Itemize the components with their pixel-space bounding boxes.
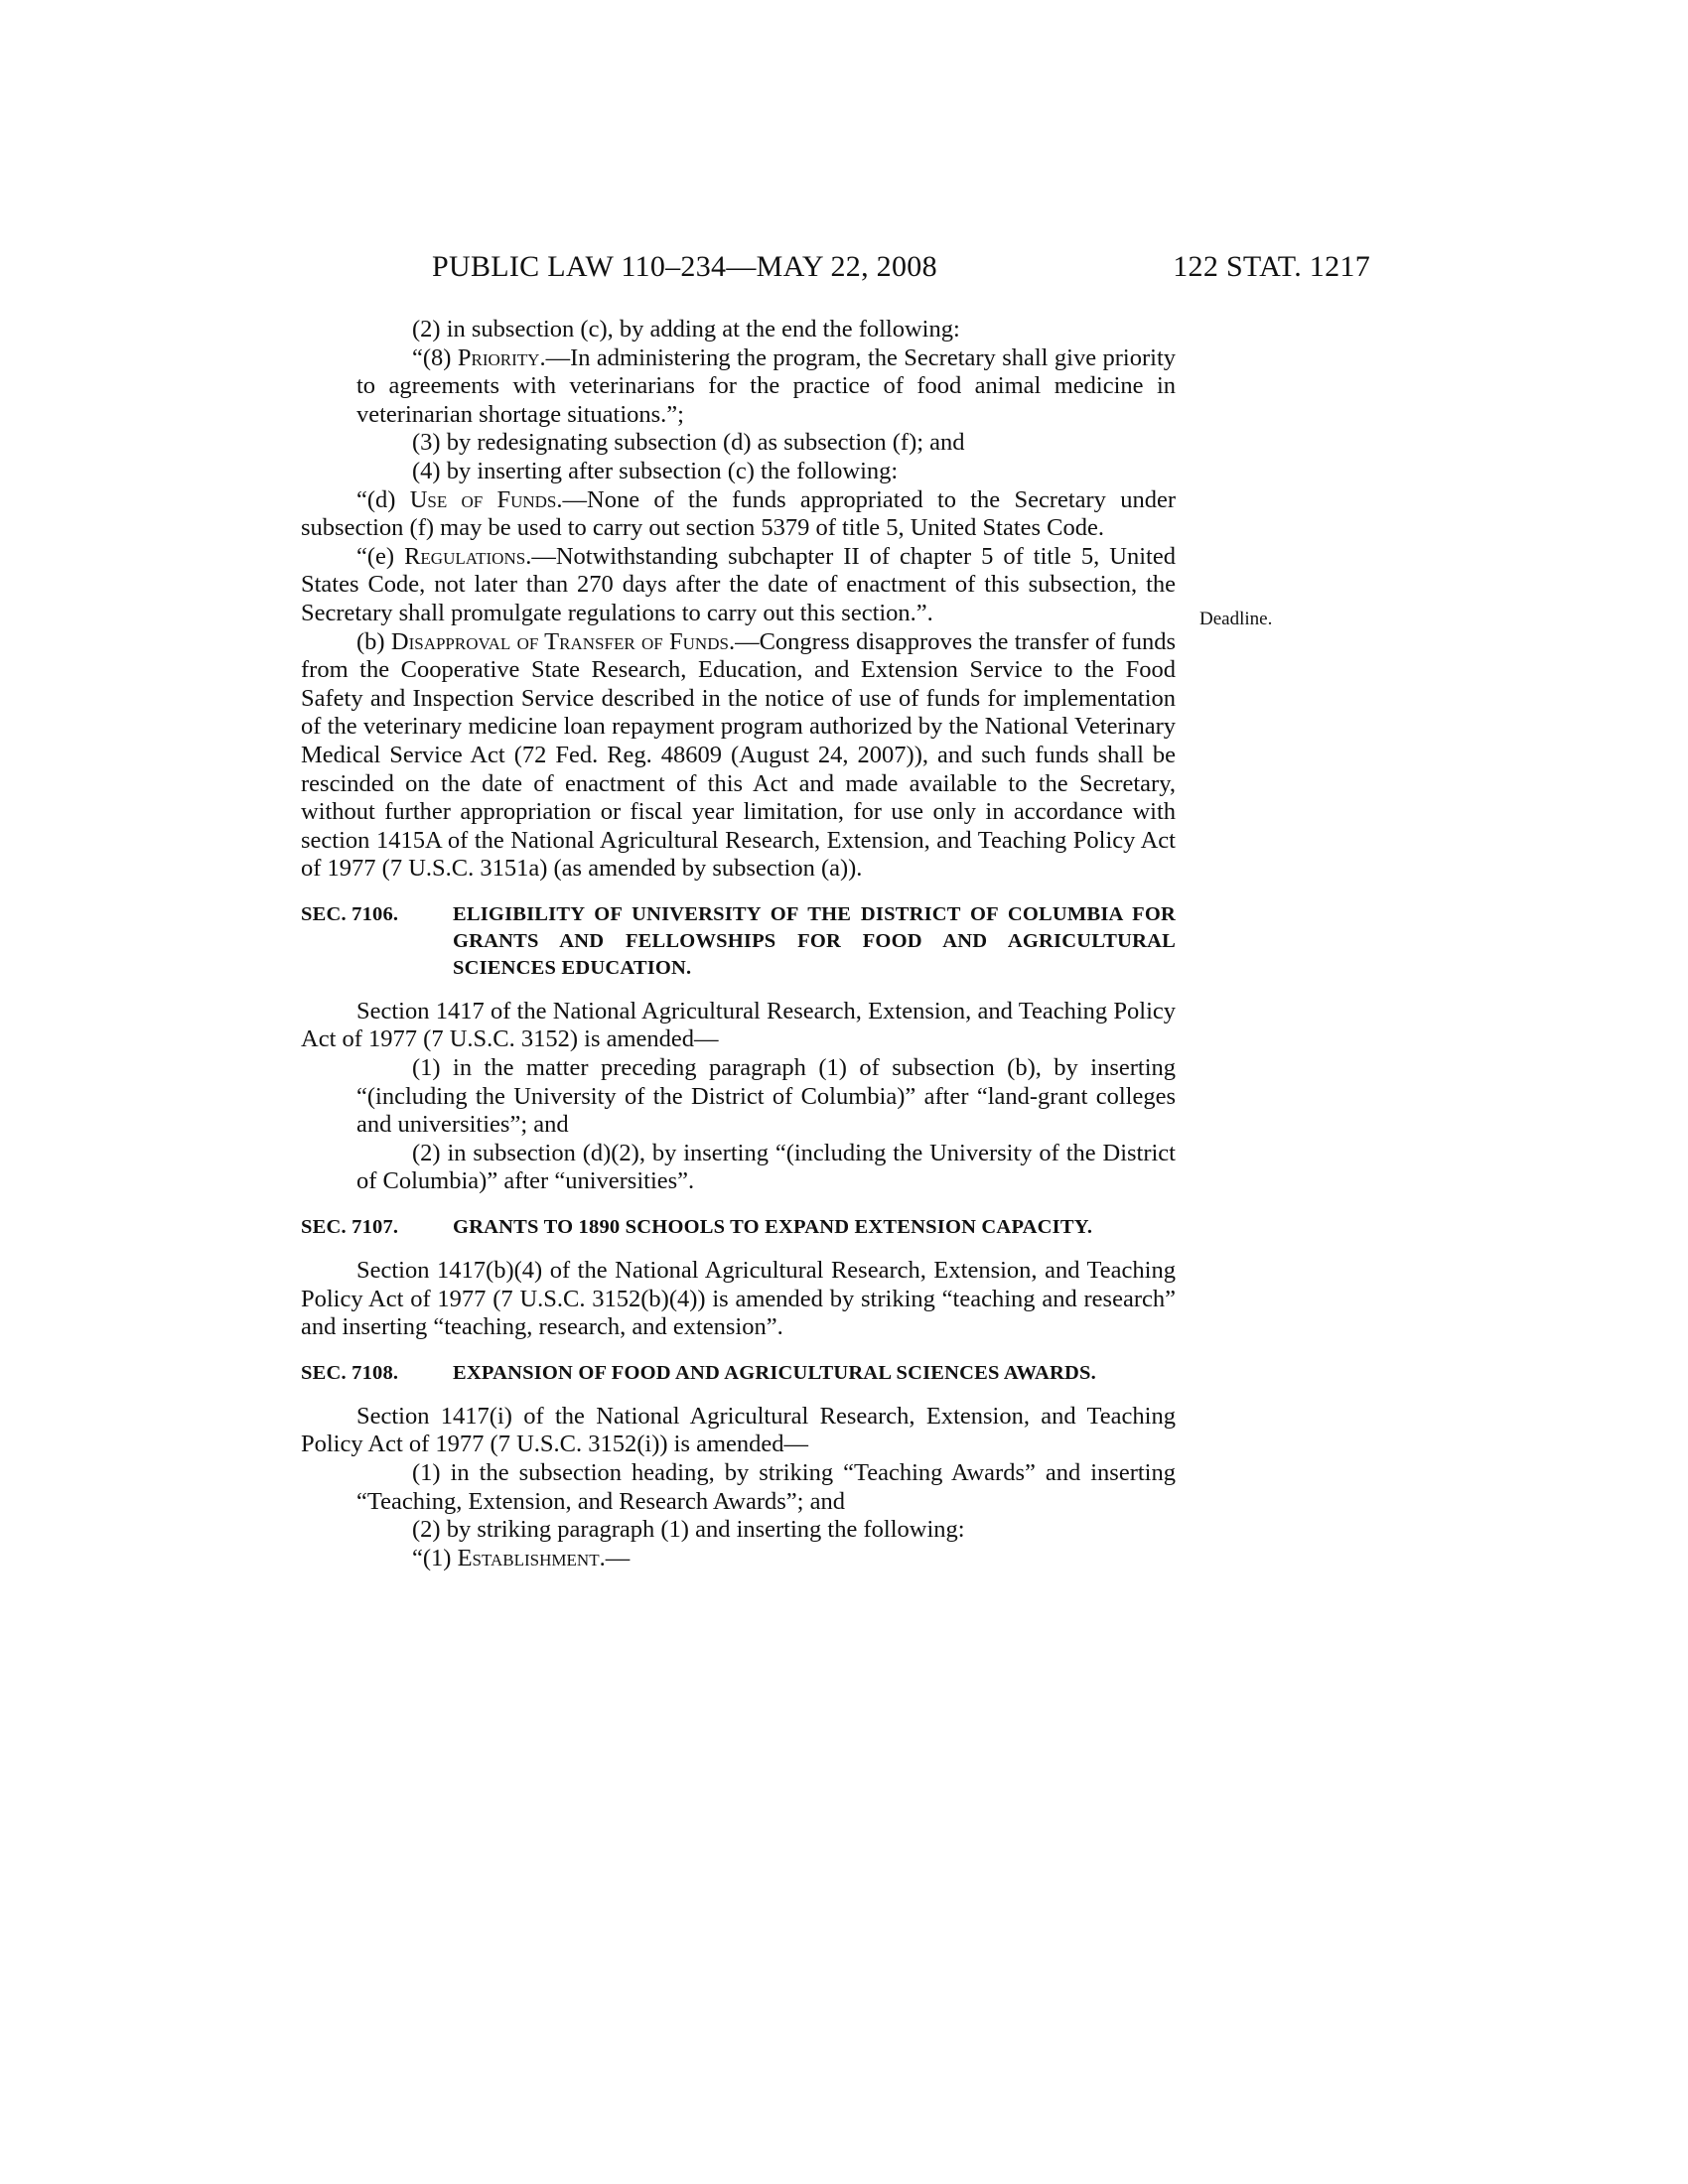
run-in-heading: Establishment bbox=[457, 1544, 600, 1571]
paragraph: Section 1417(b)(4) of the National Agricultural Research, Extension, and Teaching Policy Act of 1977 (7 U.S.C. 3152(b)(4)) is amended by striking “teaching and research” and inserting “teaching, research, and extension”. bbox=[301, 1257, 1176, 1341]
section-title: ELIGIBILITY OF UNIVERSITY OF THE DISTRICT OF COLUMBIA FOR GRANTS AND FELLOWSHIPS FOR FOOD AND AGRICULTURAL SCIENCES EDUCATION. bbox=[453, 902, 1176, 979]
section-number: SEC. 7107. bbox=[301, 1216, 399, 1239]
paragraph: Section 1417(i) of the National Agricultural Research, Extension, and Teaching Policy Act of 1977 (7 U.S.C. 3152(i)) is amended— bbox=[301, 1402, 1176, 1458]
page-header bbox=[298, 250, 1370, 290]
paragraph: (1) in the subsection heading, by striking “Teaching Awards” and inserting “Teaching, Extension, and Research Awards”; and bbox=[356, 1459, 1176, 1515]
paragraph-regulations: “(e) Regulations.—Notwithstanding subchapter II of chapter 5 of title 5, United States Code, not later than 270 days after the date of enactment of this subsection, the Secretary shall promulgate regulations to carry out this section.”. bbox=[301, 542, 1176, 626]
paragraph: (3) by redesignating subsection (d) as subsection (f); and bbox=[412, 429, 965, 457]
run-in-heading: Disapproval of Transfer of Funds bbox=[390, 627, 729, 655]
paragraph-priority: “(8) Priority.—In administering the program, the Secretary shall give priority to agreements with veterinarians for the practice of food animal medicine in veterinarian shortage situations.”; bbox=[356, 343, 1176, 428]
header-stat-page: 122 STAT. 1217 bbox=[1173, 250, 1370, 283]
paragraph-establishment: “(1) Establishment.— bbox=[412, 1544, 631, 1571]
paragraph: (4) by inserting after subsection (c) the following: bbox=[412, 457, 899, 484]
run-in-heading: Regulations bbox=[404, 542, 526, 570]
document-body bbox=[301, 316, 1176, 1572]
run-in-heading: Priority bbox=[457, 343, 540, 371]
section-heading-7108 bbox=[301, 1360, 1176, 1387]
paragraph: Section 1417 of the National Agricultural Research, Extension, and Teaching Policy Act of 1977 (7 U.S.C. 3152) is amended— bbox=[301, 997, 1176, 1053]
section-title: EXPANSION OF FOOD AND AGRICULTURAL SCIENCES AWARDS. bbox=[453, 1361, 1096, 1384]
run-in-heading: Use of Funds bbox=[409, 485, 557, 513]
margin-note-deadline: Deadline. bbox=[1199, 609, 1273, 629]
paragraph: (2) in subsection (c), by adding at the end the following: bbox=[412, 316, 960, 342]
header-title: PUBLIC LAW 110–234—MAY 22, 2008 bbox=[432, 250, 937, 283]
section-heading-7107 bbox=[301, 1214, 1176, 1241]
section-number: SEC. 7106. bbox=[301, 902, 399, 925]
paragraph-use-of-funds: “(d) Use of Funds.—None of the funds appropriated to the Secretary under subsection (f) may be used to carry out section 5379 of title 5, United States Code. bbox=[301, 485, 1176, 542]
section-title: GRANTS TO 1890 SCHOOLS TO EXPAND EXTENSION CAPACITY. bbox=[453, 1216, 1093, 1239]
paragraph: (1) in the matter preceding paragraph (1) of subsection (b), by inserting “(including the University of the District of Columbia)” after “land-grant colleges and universities”; and bbox=[356, 1054, 1176, 1139]
section-heading-7106 bbox=[301, 901, 1176, 982]
paragraph: (2) by striking paragraph (1) and inserting the following: bbox=[412, 1516, 965, 1544]
paragraph: (2) in subsection (d)(2), by inserting “(including the University of the District of Columbia)” after “universities”. bbox=[356, 1139, 1176, 1195]
section-number: SEC. 7108. bbox=[301, 1361, 399, 1384]
paragraph-disapproval: (b) Disapproval of Transfer of Funds.—Congress disapproves the transfer of funds from the Cooperative State Research, Education, and Extension Service to the Food Safety and Inspection Service described in the notice of use of funds for implementation of the veterinary medicine loan repayment program authorized by the National Veterinary Medical Service Act (72 Fed. Reg. 48609 (August 24, 2007)), and such funds shall be rescinded on the date of enactment of this Act and made available to the Secretary, without further appropriation or fiscal year limitation, for use only in accordance with section 1415A of the National Agricultural Research, Extension, and Teaching Policy Act of 1977 (7 U.S.C. 3151a) (as amended by subsection (a)). bbox=[301, 627, 1176, 883]
